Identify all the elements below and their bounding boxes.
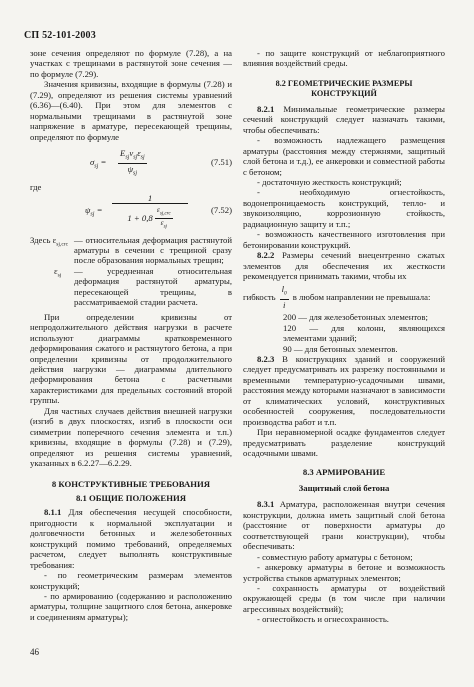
list-item: - анкеровку арматуры в бетоне и возможность устройства стыков арматурных элементов;	[243, 562, 445, 583]
running-header: СП 52-101-2003	[24, 30, 96, 41]
list-item: - необходимую огнестойкость, водонепроницаемость конструкций, тепло- и звукоизоляцию, коррозионную стойкость, радиационную защиту и т.п.;	[243, 187, 445, 229]
list-item: - по геометрическим размерам элементов конструкций;	[30, 570, 232, 591]
equation-number: (7.51)	[211, 157, 232, 168]
paragraph: 8.1.1 Для обеспечения несущей способности, пригодности к нормальной эксплуатации и долговечности бетонных и железобетонных конструкций помимо требований, определяемых расчетом, следует выполнять конструктивные требования:	[30, 507, 232, 570]
where-label: где	[30, 182, 42, 193]
paragraph: При определении кривизны от непродолжительного действия нагрузки в расчете используют диаграммы кратковременного деформирования сжатого и растянутого бетона, а при определении кривизны от продолжительного действия нагрузки — диаграммы длительного деформирования бетона с расчетными характеристиками для предельных состояний второй группы.	[30, 311, 232, 406]
paragraph: 8.2.3 В конструкциях зданий и сооружений следует предусматривать их разрезку постоянными и временными температурно-усадочными швами, расстояния между которыми назначают в зависимости от климатических условий, конструктивных особенностей сооружения, последовательности производства работ и т.п.	[243, 353, 445, 427]
right-column	[243, 48, 445, 625]
paragraph: Значения кривизны, входящие в формулы (7.28) и (7.29), определяют из решения системы уравнений (6.36)—(6.40). При этом для элементов с нормальными трещинами в растянутой зоне напряжение в арматуре, пересекающей трещины, определяют по формуле	[30, 79, 232, 142]
subsection-heading: 8.1 ОБЩИЕ ПОЛОЖЕНИЯ	[75, 492, 187, 503]
subsection-heading: 8.3 АРМИРОВАНИЕ	[302, 466, 386, 477]
paragraph: 8.3.1 Арматура, расположенная внутри сечения конструкции, должна иметь защитный слой бетона (расстояние от поверхности арматуры до соответствующей грани конструкции), чтобы обеспечивать:	[243, 499, 445, 552]
definition-row: $\varepsilon_{sj}$ — усредненная относительная деформация растянутой арматуры, пересекающей трещины, в рассматриваемой стадии расчета.	[54, 265, 232, 308]
list-item: - по армированию (содержанию и расположению арматуры, толщине защитного слоя бетона, анкеровке и соединениям арматуры);	[30, 591, 232, 622]
paragraph: зоне сечения определяют по формуле (7.28), а на участках с трещинами в растянутой зоне сечения — по формуле (7.29).	[30, 48, 232, 79]
slenderness-formula: гибкость $\frac{l_0}{i}$ в любом направлении не превышала:	[243, 283, 431, 310]
paragraph: 8.2.1 Минимальные геометрические размеры сечений конструкций следует назначать такими, чтобы обеспечивать:	[243, 103, 445, 135]
paragraph: Для частных случаев действия внешней нагрузки (изгиб в двух плоскостях, изгиб в плоскости оси симметрии поперечного сечения элемента и т.п.) кривизны, входящие в формулы (7.28) и (7.29), определяют из решения системы уравнений, указанных в 6.2.27—6.2.29.	[30, 405, 232, 469]
equation-number: (7.52)	[211, 204, 232, 215]
list-item: - совместную работу арматуры с бетоном;	[257, 551, 413, 562]
list-item: 200 — для железобетонных элементов;	[283, 312, 428, 323]
list-item: - возможность надлежащего размещения арматуры (расстояния между стержнями, защитный слой бетона и т.д.), ее анкеровки и совместной работы с бетоном;	[243, 135, 445, 177]
paragraph: 8.2.2 Размеры сечений внецентренно сжатых элементов для обеспечения их жесткости рекомендуется принимать такими, чтобы их	[243, 250, 445, 282]
list-item: - возможность качественного изготовления при бетонировании конструкций.	[243, 229, 445, 250]
list-item: 120 — для колонн, являющихся элементами зданий;	[283, 322, 445, 344]
subheading: Защитный слой бетона	[298, 482, 390, 493]
list-item: - огнестойкость и огнесохранность.	[257, 614, 389, 625]
formula-7-52: $\psi_{sj}$ = 1 1 + 0,8 $\frac{\varepsilon_{sj,crc}}{\varepsilon_{sj}}$ (7.52)	[85, 192, 232, 230]
left-column	[30, 48, 232, 622]
list-item: - по защите конструкций от неблагоприятного влияния воздействий среды.	[243, 48, 445, 69]
list-item: 90 — для бетонных элементов.	[283, 343, 398, 354]
paragraph: При неравномерной осадке фундаментов следует предусматривать разделение конструкций осадочными швами.	[243, 427, 445, 459]
definition-row: Здесь $\varepsilon_{sj,crc}$ — относительная деформация растянутой арматуры в сечении с трещиной сразу после образования нормальных трещин;	[30, 234, 232, 266]
list-item: - сохранность арматуры от воздействий окружающей среды (в том числе при наличии агрессивных воздействий);	[243, 583, 445, 614]
list-item: - достаточную жесткость конструкций;	[257, 176, 402, 187]
formula-7-51: $\sigma_{sj}$ = $E_{sj}\nu_{sj}\varepsilon_{sj}$ $\psi_{sj}$ (7.51)	[90, 148, 232, 177]
section-heading: 8 КОНСТРУКТИВНЫЕ ТРЕБОВАНИЯ	[51, 478, 211, 489]
subsection-heading: 8.2 ГЕОМЕТРИЧЕСКИЕ РАЗМЕРЫ КОНСТРУКЦИЙ	[275, 78, 413, 99]
page-number: 46	[30, 647, 39, 657]
